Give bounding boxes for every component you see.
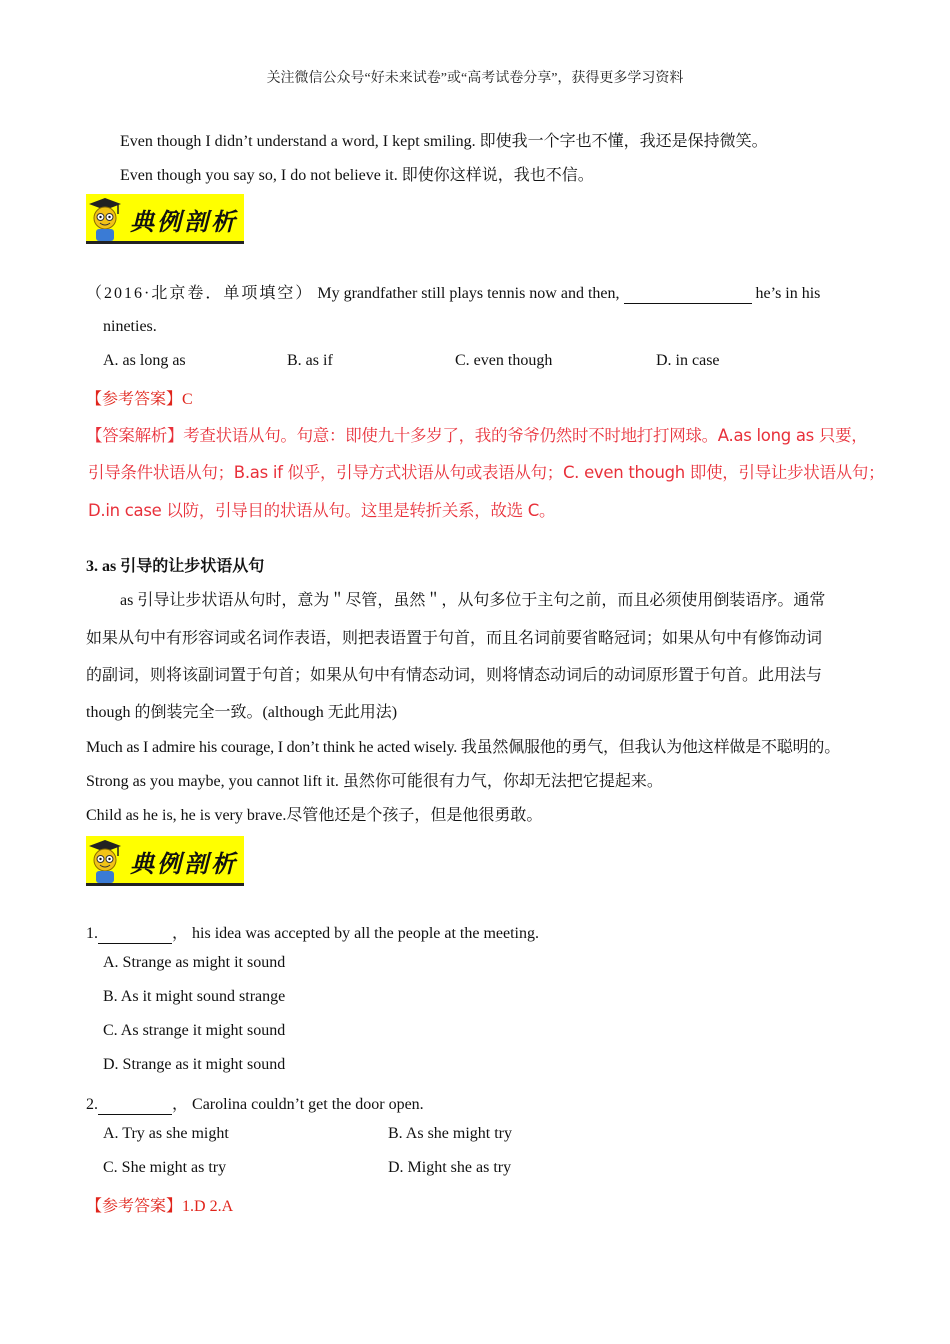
question-stem-end: he’s in his (755, 285, 821, 302)
practice-q2-number: 2. (86, 1096, 98, 1113)
question-stem: My grandfather still plays tennis now and then, (317, 285, 620, 302)
practice-q1-option-b: B. As it might sound strange (103, 988, 286, 1005)
example-analysis-banner (86, 194, 244, 244)
practice-q1-option-c: C. As strange it might sound (103, 1022, 286, 1039)
practice-q1-option-a: A. Strange as might it sound (103, 954, 286, 971)
practice-q1-blank (98, 925, 172, 944)
practice-answer-label: 【参考答案】 (86, 1198, 183, 1215)
answer-label: 【参考答案】 (86, 391, 183, 408)
practice-q1-number: 1. (86, 925, 98, 942)
analysis-line-3: D.in case 以防，引导目的状语从句。这里是转折关系，故选 C。 (88, 501, 556, 520)
practice-q2-blank (98, 1096, 172, 1115)
scholar-mascot-icon (88, 838, 122, 884)
option-d: D. in case (656, 352, 720, 369)
analysis-label: 【答案解析】 (86, 426, 184, 445)
page-header: 关注微信公众号“好未来试卷”或“高考试卷分享”，获得更多学习资料 (266, 71, 684, 86)
question-line-2: nineties. (103, 318, 157, 335)
practice-q2-option-a: A. Try as she might (103, 1125, 229, 1142)
banner-title: 典例剖析 (130, 850, 238, 878)
practice-q1-option-d: D. Strange as it might sound (103, 1056, 286, 1073)
practice-q1-comma: ， (172, 925, 189, 942)
banner-title: 典例剖析 (130, 208, 238, 236)
question-source: （2016·北京卷．单项填空） (86, 285, 314, 302)
section-example-3: Child as he is, he is very brave.尽管他还是个孩子，但是他很勇敢。 (86, 807, 543, 824)
intro-example-1: Even though I didn’t understand a word, I kept smiling. 即使我一个字也不懂，我还是保持微笑。 (120, 133, 768, 150)
practice-q2-option-d: D. Might she as try (388, 1159, 512, 1176)
analysis-text-1: 考查状语从句。句意：即使九十多岁了，我的爷爷仍然时不时地打打网球。A.as long as 只要， (183, 426, 868, 445)
reference-answer (86, 386, 193, 409)
answer-blank (624, 285, 752, 304)
scholar-mascot-icon (88, 196, 122, 242)
intro-example-2: Even though you say so, I do not believe it. 即使你这样说，我也不信。 (120, 167, 594, 184)
section-paragraph-3: 的副词，则将该副词置于句首；如果从句中有情态动词，则将情态动词后的动词原形置于句首。此用法与 (86, 667, 823, 684)
practice-reference-answer (86, 1193, 233, 1216)
practice-q2-option-c: C. She might as try (103, 1159, 227, 1176)
banner-underline (86, 241, 244, 244)
question-line-1 (86, 280, 820, 304)
option-b: B. as if (287, 352, 333, 369)
analysis-line-1 (86, 422, 868, 446)
practice-question-1 (86, 920, 539, 944)
section-paragraph-1: as 引导让步状语从句时，意为＂尽管，虽然＂，从句多位于主句之前，而且必须使用倒装语序。通常 (120, 592, 826, 609)
answer-value: C (182, 391, 193, 408)
practice-answer-value: 1.D 2.A (182, 1198, 234, 1215)
practice-q1-stem: his idea was accepted by all the people at the meeting. (192, 925, 539, 942)
example-analysis-banner-2 (86, 836, 244, 886)
section-paragraph-2: 如果从句中有形容词或名词作表语，则把表语置于句首，而且名词前要省略冠词；如果从句中有修饰动词 (86, 630, 823, 647)
option-c: C. even though (455, 352, 553, 369)
section-example-1: Much as I admire his courage, I don’t think he acted wisely. 我虽然佩服他的勇气，但我认为他这样做是不聪明的。 (86, 739, 841, 756)
practice-q2-option-b: B. As she might try (388, 1125, 513, 1142)
section-paragraph-4: though 的倒装完全一致。(although 无此用法) (86, 704, 398, 721)
analysis-line-2: 引导条件状语从句；B.as if 似乎，引导方式状语从句或表语从句；C. even though 即使，引导让步状语从句； (88, 463, 885, 482)
banner-underline (86, 883, 244, 886)
practice-question-2 (86, 1091, 424, 1115)
option-a: A. as long as (103, 352, 186, 369)
practice-q2-stem: Carolina couldn’t get the door open. (192, 1096, 424, 1113)
section-title: 3. as 引导的让步状语从句 (86, 558, 265, 575)
section-example-2: Strong as you maybe, you cannot lift it. 虽然你可能很有力气，你却无法把它提起来。 (86, 773, 663, 790)
practice-q2-comma: ， (172, 1096, 189, 1113)
